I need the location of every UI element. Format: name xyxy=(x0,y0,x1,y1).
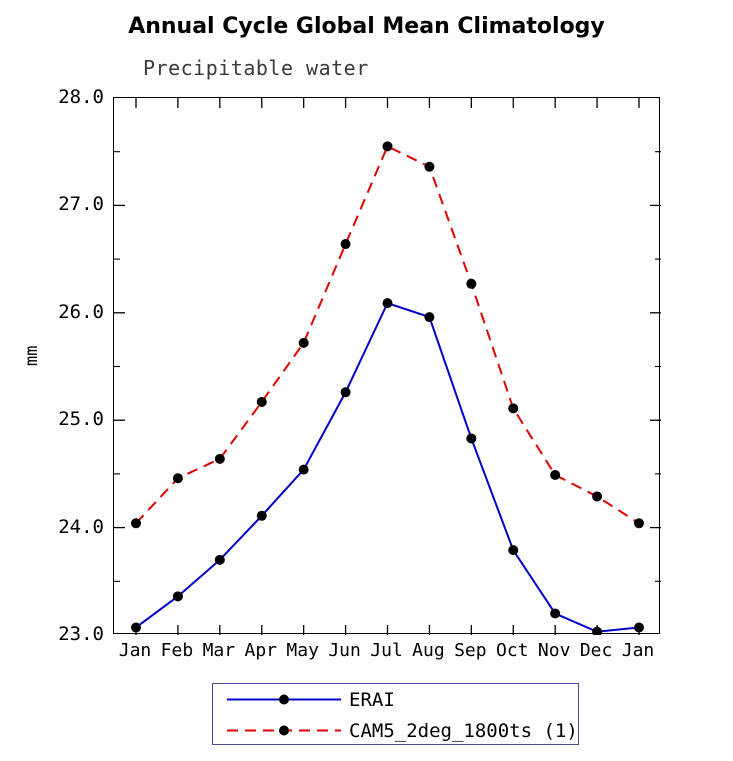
plot-area xyxy=(113,97,660,634)
plot-svg xyxy=(114,98,661,635)
x-tick-label: Sep xyxy=(454,640,487,661)
x-tick-label: Oct xyxy=(495,640,529,661)
x-axis-tick-labels xyxy=(113,640,660,668)
legend-swatch xyxy=(225,715,343,746)
y-tick-label: 25.0 xyxy=(58,408,104,431)
data-point-marker xyxy=(215,555,225,565)
x-tick-label: Nov xyxy=(537,640,571,661)
data-point-marker xyxy=(550,609,560,619)
data-point-marker xyxy=(550,470,560,480)
x-tick-label: Mar xyxy=(202,640,236,661)
x-tick-label: Dec xyxy=(579,640,613,661)
data-point-marker xyxy=(341,387,351,397)
data-point-marker xyxy=(634,622,644,632)
chart-subtitle: Precipitable water xyxy=(143,56,369,80)
y-axis-tick-labels xyxy=(0,86,104,645)
chart-title: Annual Cycle Global Mean Climatology xyxy=(128,14,605,39)
data-point-marker xyxy=(466,433,476,443)
data-point-marker xyxy=(257,511,267,521)
data-point-marker xyxy=(299,465,309,475)
x-tick-label: Jan xyxy=(621,640,655,661)
y-tick-label: 27.0 xyxy=(58,193,104,216)
data-point-marker xyxy=(173,473,183,483)
data-point-marker xyxy=(131,518,141,528)
y-tick-label: 24.0 xyxy=(58,515,104,538)
x-tick-label: Aug xyxy=(412,640,445,661)
x-tick-label: Feb xyxy=(160,640,194,661)
data-point-marker xyxy=(424,162,434,172)
data-point-marker xyxy=(508,545,518,555)
legend-entry-1 xyxy=(213,715,578,746)
data-point-marker xyxy=(592,491,602,501)
data-point-marker xyxy=(466,279,476,289)
x-tick-label: Jul xyxy=(370,640,403,661)
x-tick-label: Apr xyxy=(244,640,278,661)
y-axis-label: mm xyxy=(22,345,42,366)
x-tick-label: May xyxy=(286,640,319,661)
chart-legend xyxy=(212,683,579,745)
legend-entry-0 xyxy=(213,684,578,715)
y-tick-label: 28.0 xyxy=(58,86,104,108)
data-point-marker xyxy=(215,454,225,464)
data-point-marker xyxy=(299,338,309,348)
legend-swatch xyxy=(225,684,343,715)
x-tick-label: Jan xyxy=(118,640,152,661)
data-point-marker xyxy=(592,627,602,635)
data-point-marker xyxy=(634,518,644,528)
data-point-marker xyxy=(383,298,393,308)
y-tick-label: 23.0 xyxy=(58,623,104,645)
legend-label: ERAI xyxy=(349,688,395,711)
data-point-marker xyxy=(383,141,393,151)
series-line-0 xyxy=(136,303,639,632)
x-tick-label: Jun xyxy=(328,640,361,661)
data-point-marker xyxy=(131,622,141,632)
data-point-marker xyxy=(257,397,267,407)
data-point-marker xyxy=(424,312,434,322)
data-point-marker xyxy=(508,403,518,413)
data-point-marker xyxy=(173,591,183,601)
data-point-marker xyxy=(341,239,351,249)
legend-label: CAM5_2deg_1800ts (1) xyxy=(349,719,578,742)
y-tick-label: 26.0 xyxy=(58,300,104,323)
series-line-1 xyxy=(136,146,639,523)
